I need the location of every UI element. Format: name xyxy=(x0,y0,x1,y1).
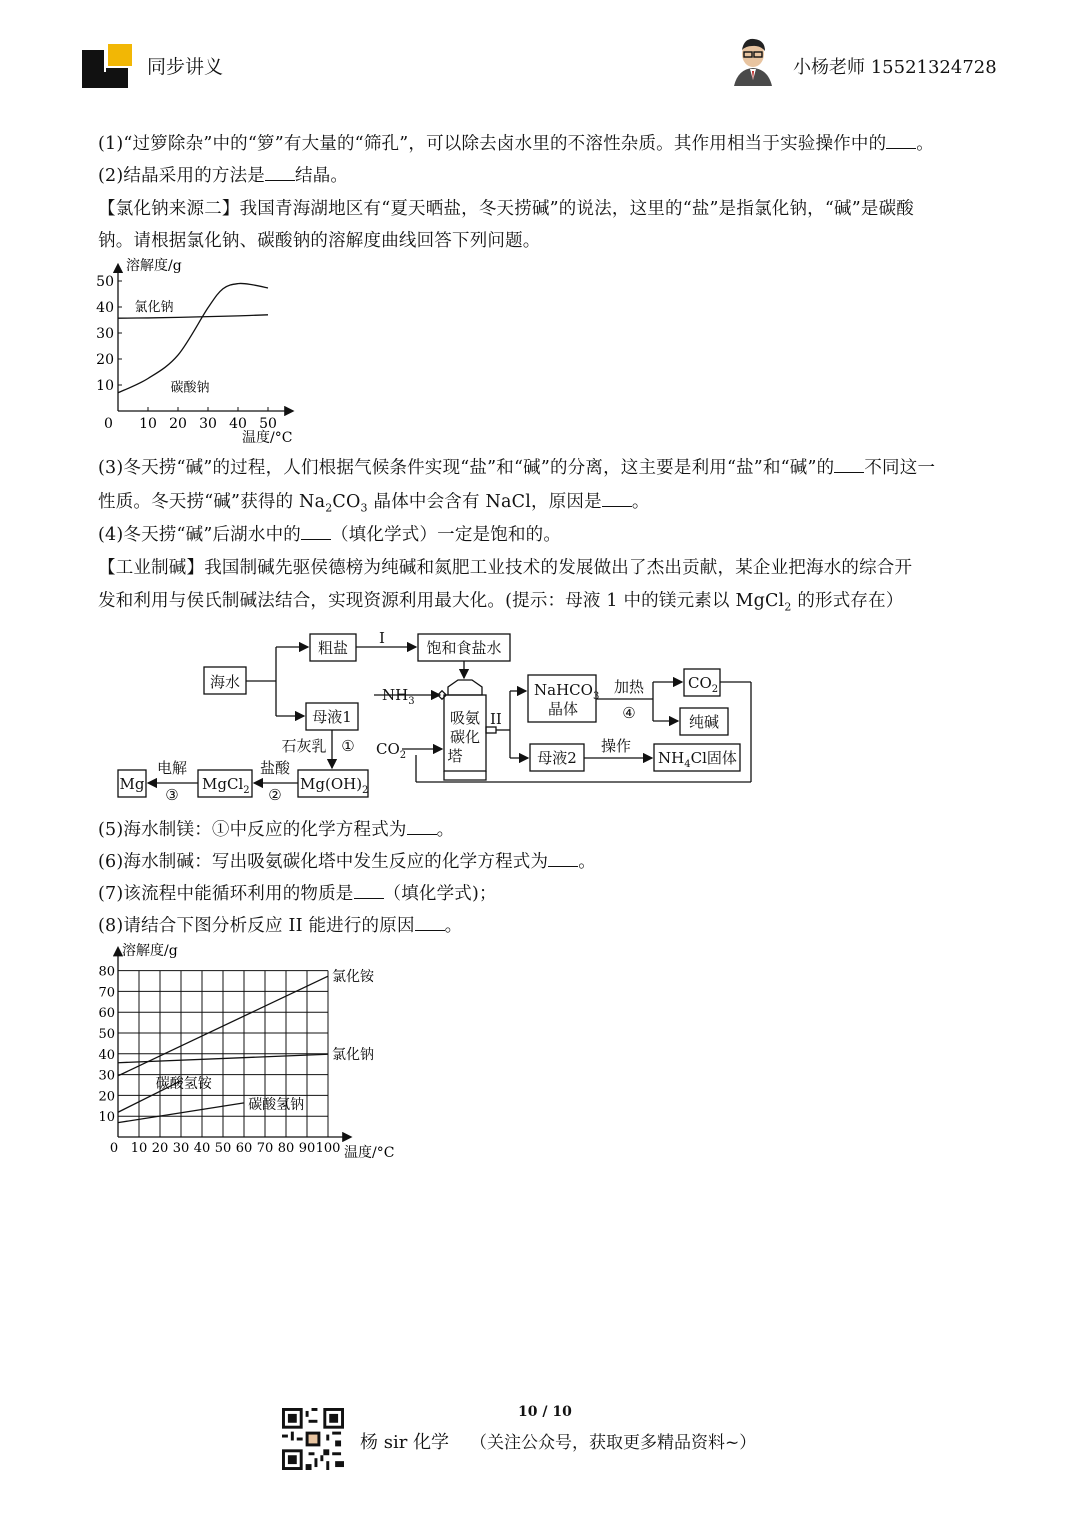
answer-blank[interactable] xyxy=(301,525,331,540)
x-tick-label: 30 xyxy=(172,1141,190,1156)
x-tick-label: 40 xyxy=(193,1141,211,1156)
label-electrolysis: 电解 xyxy=(156,759,188,777)
x-tick-label: 20 xyxy=(151,1141,169,1156)
x-axis-label: 温度/°C xyxy=(344,1145,395,1161)
series-label-na2co3: 碳酸钠 xyxy=(170,380,210,396)
x-tick-label: 30 xyxy=(199,416,217,432)
answer-blank[interactable] xyxy=(265,166,295,181)
label-soda: 纯碱 xyxy=(688,713,720,731)
source2-line-b: 钠。请根据氯化钠、碳酸钠的溶解度曲线回答下列问题。 xyxy=(98,231,541,251)
y-tick-label: 30 xyxy=(96,326,114,342)
source2-line-a: 【氯化钠来源二】我国青海湖地区有“夏天晒盐，冬天捞碱”的说法，这里的“盐”是指氯化钠，“碱”是碳酸 xyxy=(98,199,914,219)
y-tick-label: 40 xyxy=(96,300,114,316)
label-circle-2: ② xyxy=(268,786,282,804)
series-label-2: 碳酸氢铵 xyxy=(155,1075,212,1092)
y-tick-label: 20 xyxy=(98,1089,115,1105)
x-tick-label: 20 xyxy=(169,416,187,432)
header-title: 同步讲义 xyxy=(147,56,224,78)
x-tick-label: 70 xyxy=(256,1141,274,1156)
x-tick-label: 80 xyxy=(277,1141,295,1156)
label-mother-liquor-2: 母液2 xyxy=(537,749,577,767)
question-5: (5)海水制镁：①中反应的化学方程式为 。 xyxy=(98,820,455,840)
tower-top xyxy=(448,680,482,695)
label-co2-in: $CO_2$ xyxy=(376,740,407,761)
x-axis-label: 温度/°C xyxy=(242,430,293,446)
y-tick-label: 60 xyxy=(98,1006,115,1022)
process-flow-diagram xyxy=(110,625,770,810)
question-3-b: 性质。冬天捞“碱”获得的 $Na_2CO_3$ 晶体中会含有 NaCl，原因是 。 xyxy=(98,492,650,515)
y-tick-label: 10 xyxy=(98,1110,115,1126)
label-seawater: 海水 xyxy=(209,673,241,691)
question-7: (7)该流程中能循环利用的物质是 （填化学式)； xyxy=(98,884,497,904)
label-crude-salt: 粗盐 xyxy=(317,639,349,657)
x-tick-label: 100 xyxy=(315,1141,341,1156)
origin-label: 0 xyxy=(104,416,113,432)
label-tower-2: 碳化 xyxy=(449,728,481,746)
answer-blank[interactable] xyxy=(407,820,437,835)
label-hcl: 盐酸 xyxy=(259,759,291,777)
footer-brand: 杨 sir 化学 xyxy=(360,1432,450,1453)
teacher-avatar-icon xyxy=(730,36,776,86)
x-tick-label: 10 xyxy=(139,416,157,432)
question-8: (8)请结合下图分析反应 II 能进行的原因 。 xyxy=(98,916,463,936)
label-tower-1: 吸氨 xyxy=(449,709,481,727)
label-mg: Mg xyxy=(119,775,145,793)
label-heat: 加热 xyxy=(613,678,645,696)
solubility-chart-1 xyxy=(96,250,316,450)
series-line-0 xyxy=(118,315,268,318)
page-number: 10 / 10 xyxy=(518,1404,572,1420)
label-circle-4: ④ xyxy=(622,704,636,722)
y-tick-label: 50 xyxy=(96,274,114,290)
series-label-1: 氯化钠 xyxy=(332,1047,374,1064)
series-label-0: 氯化铵 xyxy=(332,969,374,986)
answer-blank[interactable] xyxy=(354,884,384,899)
question-4: (4)冬天捞“碱”后湖水中的 （填化学式）一定是饱和的。 xyxy=(98,525,562,545)
answer-blank[interactable] xyxy=(548,852,578,867)
label-nahco3: NaHCO$_3$ xyxy=(534,681,600,702)
label-step-1: I xyxy=(379,629,385,647)
x-tick-label: 40 xyxy=(229,416,247,432)
y-tick-label: 70 xyxy=(98,985,115,1001)
x-tick-label: 50 xyxy=(259,416,277,432)
label-circle-3: ③ xyxy=(165,786,179,804)
x-tick-label: 10 xyxy=(130,1141,148,1156)
y-tick-label: 80 xyxy=(98,964,115,980)
answer-blank[interactable] xyxy=(415,916,445,931)
label-mgcl2: MgCl$_2$ xyxy=(202,775,250,796)
qr-code-icon xyxy=(282,1408,344,1470)
label-step-2: II xyxy=(490,710,502,728)
y-axis-label: 溶解度/g xyxy=(126,258,182,274)
question-6: (6)海水制碱：写出吸氨碳化塔中发生反应的化学方程式为 。 xyxy=(98,852,596,872)
solubility-chart-2 xyxy=(94,938,414,1164)
answer-blank[interactable] xyxy=(886,134,916,149)
label-tower-3: 塔 xyxy=(447,747,463,765)
y-axis-label: 溶解度/g xyxy=(122,943,178,959)
question-3-a: (3)冬天捞“碱”的过程，人们根据气候条件实现“盐”和“碱”的分离，这主要是利用“盐”和“碱”的 不同这一 xyxy=(98,458,936,478)
label-lime-milk: 石灰乳 xyxy=(281,737,327,755)
y-tick-label: 20 xyxy=(96,352,114,368)
label-circle-1: ① xyxy=(341,737,355,755)
y-tick-label: 50 xyxy=(98,1027,115,1042)
label-co2-out: $CO_2$ xyxy=(688,674,719,695)
x-tick-label: 60 xyxy=(235,1141,253,1156)
label-operation: 操作 xyxy=(600,737,632,755)
industry-line-b: 发和利用与侯氏制碱法结合，实现资源利用最大化。(提示：母液 1 中的镁元素以 MgCl$_2$ 的形式存在） xyxy=(98,591,904,614)
x-tick-label: 50 xyxy=(214,1141,232,1156)
logo-icon xyxy=(80,42,136,90)
header-teacher: 小杨老师 15521324728 xyxy=(793,57,997,78)
label-mgoh2: $Mg(OH)_2$ xyxy=(300,775,369,796)
question-2: (2)结晶采用的方法是 结晶。 xyxy=(98,166,349,186)
y-tick-label: 40 xyxy=(98,1047,115,1063)
label-mother-liquor-1: 母液1 xyxy=(312,708,352,726)
y-tick-label: 30 xyxy=(98,1068,115,1084)
label-nh3: $NH_3$ xyxy=(382,686,415,707)
label-nh4cl: $NH_4Cl$固体 xyxy=(658,749,737,770)
origin-label: 0 xyxy=(109,1141,119,1156)
industry-line-a: 【工业制碱】我国制碱先驱侯德榜为纯碱和氮肥工业技术的发展做出了杰出贡献，某企业把海水的综合开 xyxy=(98,558,913,578)
series-label-nacl: 氯化钠 xyxy=(134,299,174,315)
question-1: (1)“过箩除杂”中的“箩”有大量的“筛孔”，可以除去卤水里的不溶性杂质。其作用相当于实验操作中的 。 xyxy=(98,134,934,154)
label-nahco3-crystal: 晶体 xyxy=(547,700,579,718)
answer-blank[interactable] xyxy=(834,458,864,473)
footer-tip: （关注公众号，获取更多精品资料~） xyxy=(470,1433,757,1453)
y-tick-label: 10 xyxy=(96,378,114,394)
x-tick-label: 90 xyxy=(298,1141,316,1156)
series-label-3: 碳酸氢钠 xyxy=(248,1096,305,1113)
label-saturated-brine: 饱和食盐水 xyxy=(426,639,502,657)
answer-blank[interactable] xyxy=(602,492,632,507)
